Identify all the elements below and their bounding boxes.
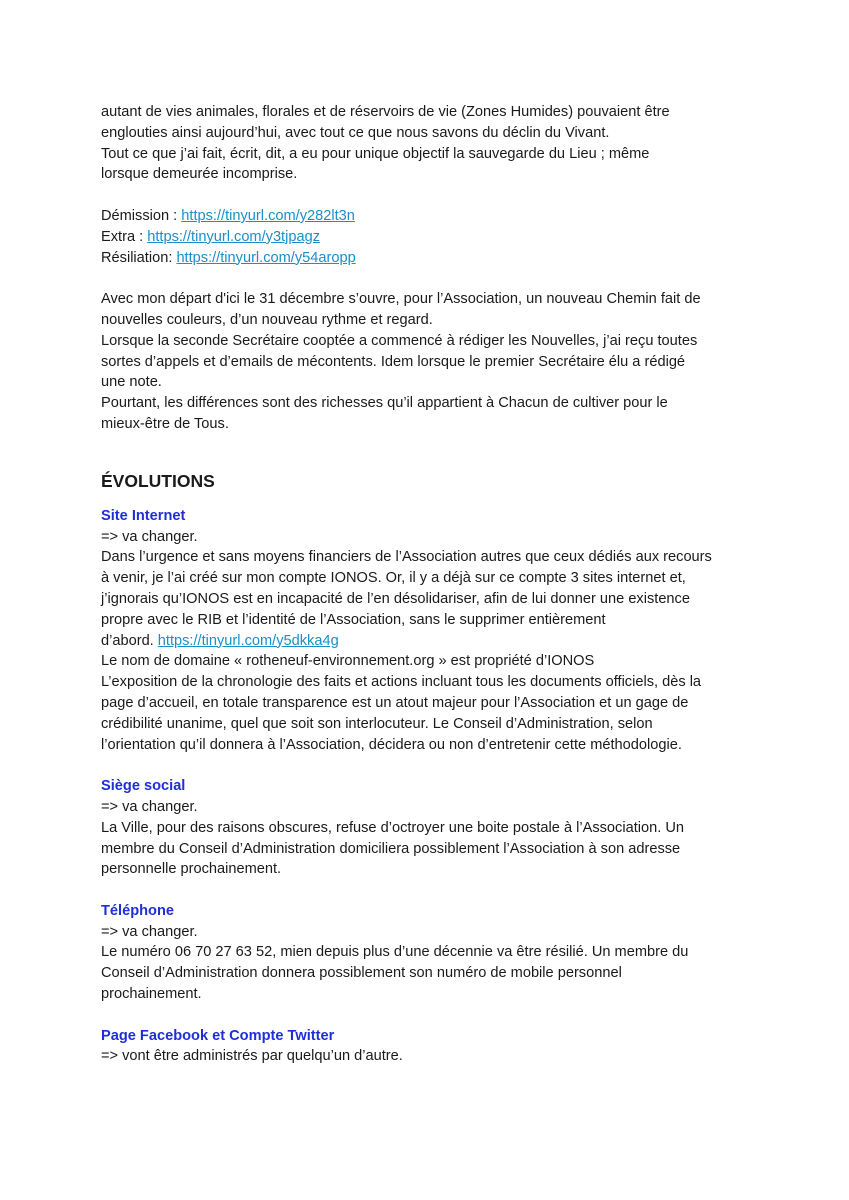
section-site-internet xyxy=(101,506,761,756)
resiliation-line xyxy=(101,248,761,269)
site-internet-status: => va changer. xyxy=(101,528,198,545)
text-line: La Ville, pour des raisons obscures, refuse d’octroyer une boite postale à l’Association. Un xyxy=(101,819,684,836)
spacer xyxy=(101,268,761,289)
resiliation-label: Résiliation: xyxy=(101,249,177,266)
extra-label: Extra : xyxy=(101,228,148,245)
text-line: Avec mon départ d'ici le 31 décembre s’ouvre, pour l’Association, un nouveau Chemin fait de xyxy=(101,291,701,308)
site-internet-link[interactable]: https://tinyurl.com/y5dkka4g xyxy=(157,632,339,649)
spacer xyxy=(101,1005,761,1026)
text-line: englouties ainsi aujourd’hui, avec tout ce que nous savons du déclin du Vivant. xyxy=(101,124,610,141)
text-line: nouvelles couleurs, d’un nouveau rythme et regard. xyxy=(101,311,433,328)
text-line: L’exposition de la chronologie des faits et actions incluant tous les documents officiels, dès la xyxy=(101,674,702,691)
telephone-heading: Téléphone xyxy=(101,902,174,919)
telephone-status: => va changer. xyxy=(101,923,198,940)
text-line: lorsque demeurée incomprise. xyxy=(101,166,298,183)
section-telephone xyxy=(101,901,761,1005)
spacer xyxy=(101,880,761,901)
links-block xyxy=(101,206,761,268)
text-line: page d’accueil, en totale transparence est un atout majeur pour l’Association et un gage de xyxy=(101,694,689,711)
extra-line xyxy=(101,227,761,248)
abord-line xyxy=(101,631,761,652)
text-line: Le nom de domaine « rotheneuf-environnement.org » est propriété d’IONOS xyxy=(101,653,595,670)
text-line: crédibilité unanime, quel que soit son interlocuteur. Le Conseil d’Administration, selon xyxy=(101,715,653,732)
text-line: Lorsque la seconde Secrétaire cooptée a commencé à rédiger les Nouvelles, j’ai reçu toutes xyxy=(101,332,698,349)
facebook-twitter-status: => vont être administrés par quelqu’un d’autre. xyxy=(101,1048,403,1065)
siege-social-heading: Siège social xyxy=(101,778,186,795)
siege-social-status: => va changer. xyxy=(101,798,198,815)
document-page xyxy=(101,102,761,1067)
resiliation-link[interactable]: https://tinyurl.com/y54aropp xyxy=(176,249,356,266)
intro-paragraph xyxy=(101,102,761,185)
depart-paragraph xyxy=(101,289,761,435)
text-line: personnelle prochainement. xyxy=(101,861,282,878)
abord-prefix: d’abord. xyxy=(101,632,158,649)
text-line: prochainement. xyxy=(101,986,202,1003)
text-line: Tout ce que j’ai fait, écrit, dit, a eu pour unique objectif la sauvegarde du Lieu ; même xyxy=(101,145,650,162)
spacer xyxy=(101,185,761,206)
text-line: Dans l’urgence et sans moyens financiers de l’Association autres que ceux dédiés aux recours xyxy=(101,549,712,566)
text-line: Le numéro 06 70 27 63 52, mien depuis plus d’une décennie va être résilié. Un membre du xyxy=(101,944,689,961)
text-line: l’orientation qu’il donnera à l’Association, décidera ou non d’entretenir cette méthodologie. xyxy=(101,736,682,753)
text-line: propre avec le RIB et l’identité de l’Association, sans le supprimer entièrement xyxy=(101,611,606,628)
text-line: j’ignorais qu’IONOS est en incapacité de l’en désolidariser, afin de lui donner une existence xyxy=(101,590,690,607)
text-line: sortes d’appels et d’emails de mécontents. Idem lorsque le premier Secrétaire élu a rédigé xyxy=(101,353,686,370)
text-line: à venir, je l’ai créé sur mon compte IONOS. Or, il y a déjà sur ce compte 3 sites internet et, xyxy=(101,570,686,587)
spacer xyxy=(101,755,761,776)
site-internet-heading: Site Internet xyxy=(101,507,186,524)
text-line: autant de vies animales, florales et de réservoirs de vie (Zones Humides) pouvaient être xyxy=(101,104,670,120)
text-line: une note. xyxy=(101,374,162,391)
extra-link[interactable]: https://tinyurl.com/y3tjpagz xyxy=(147,228,321,245)
facebook-twitter-heading: Page Facebook et Compte Twitter xyxy=(101,1027,335,1044)
evolutions-heading: ÉVOLUTIONS xyxy=(101,470,215,491)
section-facebook-twitter xyxy=(101,1026,761,1068)
text-line: mieux-être de Tous. xyxy=(101,415,229,432)
section-siege-social xyxy=(101,776,761,880)
demission-line xyxy=(101,206,761,227)
demission-label: Démission : xyxy=(101,207,182,224)
text-line: membre du Conseil d’Administration domiciliera possiblement l’Association à son adresse xyxy=(101,840,681,857)
demission-link[interactable]: https://tinyurl.com/y282lt3n xyxy=(181,207,355,224)
text-line: Pourtant, les différences sont des richesses qu’il appartient à Chacun de cultiver pour le xyxy=(101,395,668,412)
text-line: Conseil d’Administration donnera possiblement son numéro de mobile personnel xyxy=(101,965,622,982)
